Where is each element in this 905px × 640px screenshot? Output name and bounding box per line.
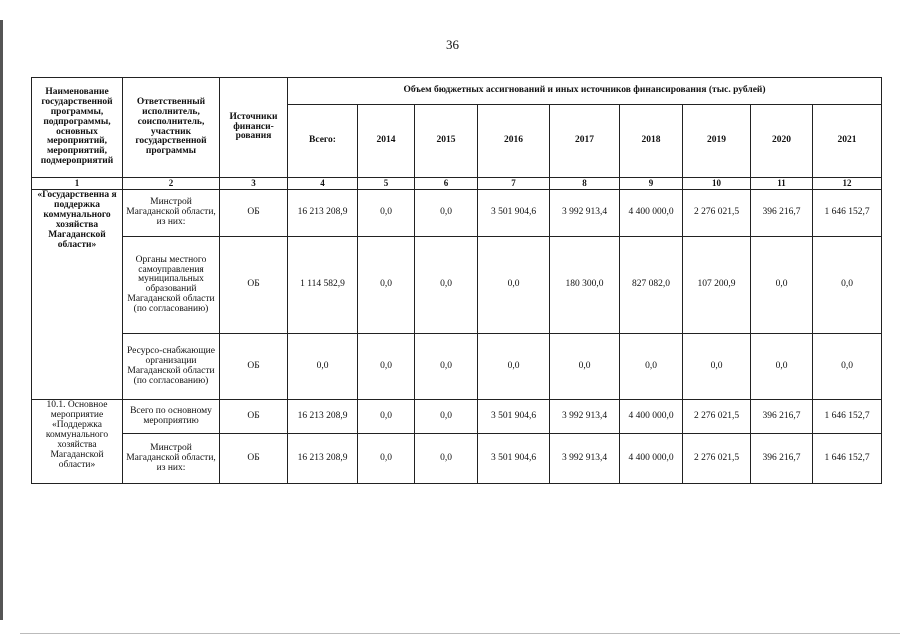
value-2018: 827 082,0: [620, 237, 683, 334]
value-2014: 0,0: [358, 237, 415, 334]
value-2016: 3 501 904,6: [478, 400, 550, 434]
value-2019: 2 276 021,5: [683, 400, 751, 434]
table-row: [32, 434, 882, 484]
table-row: [32, 400, 882, 434]
value-total: 16 213 208,9: [288, 190, 358, 237]
value-2018: 4 400 000,0: [620, 434, 683, 484]
source-cell: ОБ: [220, 237, 288, 334]
column-number: 5: [358, 178, 415, 190]
value-2014: 0,0: [358, 334, 415, 400]
value-total: 16 213 208,9: [288, 434, 358, 484]
column-number: 7: [478, 178, 550, 190]
value-total: 16 213 208,9: [288, 400, 358, 434]
value-2021: 1 646 152,7: [813, 190, 882, 237]
header-funding-group: Объем бюджетных ассигнований и иных источников финансирования (тыс. рублей): [288, 78, 882, 105]
value-2021: 0,0: [813, 237, 882, 334]
header-year-2018: 2018: [620, 105, 683, 178]
column-number: 1: [32, 178, 123, 190]
value-2020: 396 216,7: [751, 190, 813, 237]
header-year-2015: 2015: [415, 105, 478, 178]
source-cell: ОБ: [220, 400, 288, 434]
executor-cell: Органы местного самоуправления муниципальных образований Магаданской области (по согласованию): [123, 237, 220, 334]
value-2020: 0,0: [751, 237, 813, 334]
header-year-2014: 2014: [358, 105, 415, 178]
column-number: 6: [415, 178, 478, 190]
value-total: 0,0: [288, 334, 358, 400]
scan-edge: [0, 20, 3, 620]
executor-cell: Минстрой Магаданской области, из них:: [123, 434, 220, 484]
value-2017: 3 992 913,4: [550, 190, 620, 237]
header-year-2017: 2017: [550, 105, 620, 178]
value-2016: 0,0: [478, 237, 550, 334]
budget-table: [31, 77, 882, 484]
column-number: 11: [751, 178, 813, 190]
header-year-2016: 2016: [478, 105, 550, 178]
column-number: 9: [620, 178, 683, 190]
header-year-2019: 2019: [683, 105, 751, 178]
value-2017: 0,0: [550, 334, 620, 400]
value-2016: 0,0: [478, 334, 550, 400]
value-2019: 2 276 021,5: [683, 190, 751, 237]
measure-name: 10.1. Основное мероприятие «Поддержка коммунального хозяйства Магаданской области»: [32, 400, 123, 484]
column-number: 8: [550, 178, 620, 190]
value-2021: 0,0: [813, 334, 882, 400]
value-2020: 396 216,7: [751, 434, 813, 484]
header-source: Источники финанси-рования: [220, 78, 288, 178]
value-2021: 1 646 152,7: [813, 434, 882, 484]
header-year-2020: 2020: [751, 105, 813, 178]
column-number: 10: [683, 178, 751, 190]
program-name: «Государственна я поддержка коммунального хозяйства Магаданской области»: [32, 190, 123, 400]
value-2016: 3 501 904,6: [478, 434, 550, 484]
page-number: 36: [446, 37, 459, 52]
value-2015: 0,0: [415, 334, 478, 400]
table-row: [32, 237, 882, 334]
table-row: [32, 190, 882, 237]
value-2020: 0,0: [751, 334, 813, 400]
value-2018: 4 400 000,0: [620, 400, 683, 434]
value-total: 1 114 582,9: [288, 237, 358, 334]
source-cell: ОБ: [220, 434, 288, 484]
header-executor: Ответственный исполнитель, соисполнитель, участник государственной программы: [123, 78, 220, 178]
value-2017: 3 992 913,4: [550, 400, 620, 434]
value-2015: 0,0: [415, 190, 478, 237]
value-2018: 4 400 000,0: [620, 190, 683, 237]
column-number: 3: [220, 178, 288, 190]
value-2014: 0,0: [358, 434, 415, 484]
column-number: 2: [123, 178, 220, 190]
source-cell: ОБ: [220, 334, 288, 400]
executor-cell: Всего по основному мероприятию: [123, 400, 220, 434]
table-row: [32, 334, 882, 400]
value-2014: 0,0: [358, 190, 415, 237]
value-2021: 1 646 152,7: [813, 400, 882, 434]
header-name: Наименование государственной программы, подпрограммы, основных мероприятий, мероприятий, подмероприятий: [32, 78, 123, 178]
value-2020: 396 216,7: [751, 400, 813, 434]
value-2017: 180 300,0: [550, 237, 620, 334]
column-number-row: [32, 178, 882, 190]
value-2019: 107 200,9: [683, 237, 751, 334]
value-2019: 2 276 021,5: [683, 434, 751, 484]
value-2016: 3 501 904,6: [478, 190, 550, 237]
header-year-total: Всего:: [288, 105, 358, 178]
column-number: 12: [813, 178, 882, 190]
value-2018: 0,0: [620, 334, 683, 400]
executor-cell: Минстрой Магаданской области, из них:: [123, 190, 220, 237]
value-2014: 0,0: [358, 400, 415, 434]
scan-bottom-line: [20, 633, 900, 634]
column-number: 4: [288, 178, 358, 190]
header-year-2021: 2021: [813, 105, 882, 178]
value-2015: 0,0: [415, 400, 478, 434]
value-2017: 3 992 913,4: [550, 434, 620, 484]
executor-cell: Ресурсо-снабжающие организации Магаданской области (по согласованию): [123, 334, 220, 400]
value-2015: 0,0: [415, 434, 478, 484]
source-cell: ОБ: [220, 190, 288, 237]
value-2019: 0,0: [683, 334, 751, 400]
value-2015: 0,0: [415, 237, 478, 334]
